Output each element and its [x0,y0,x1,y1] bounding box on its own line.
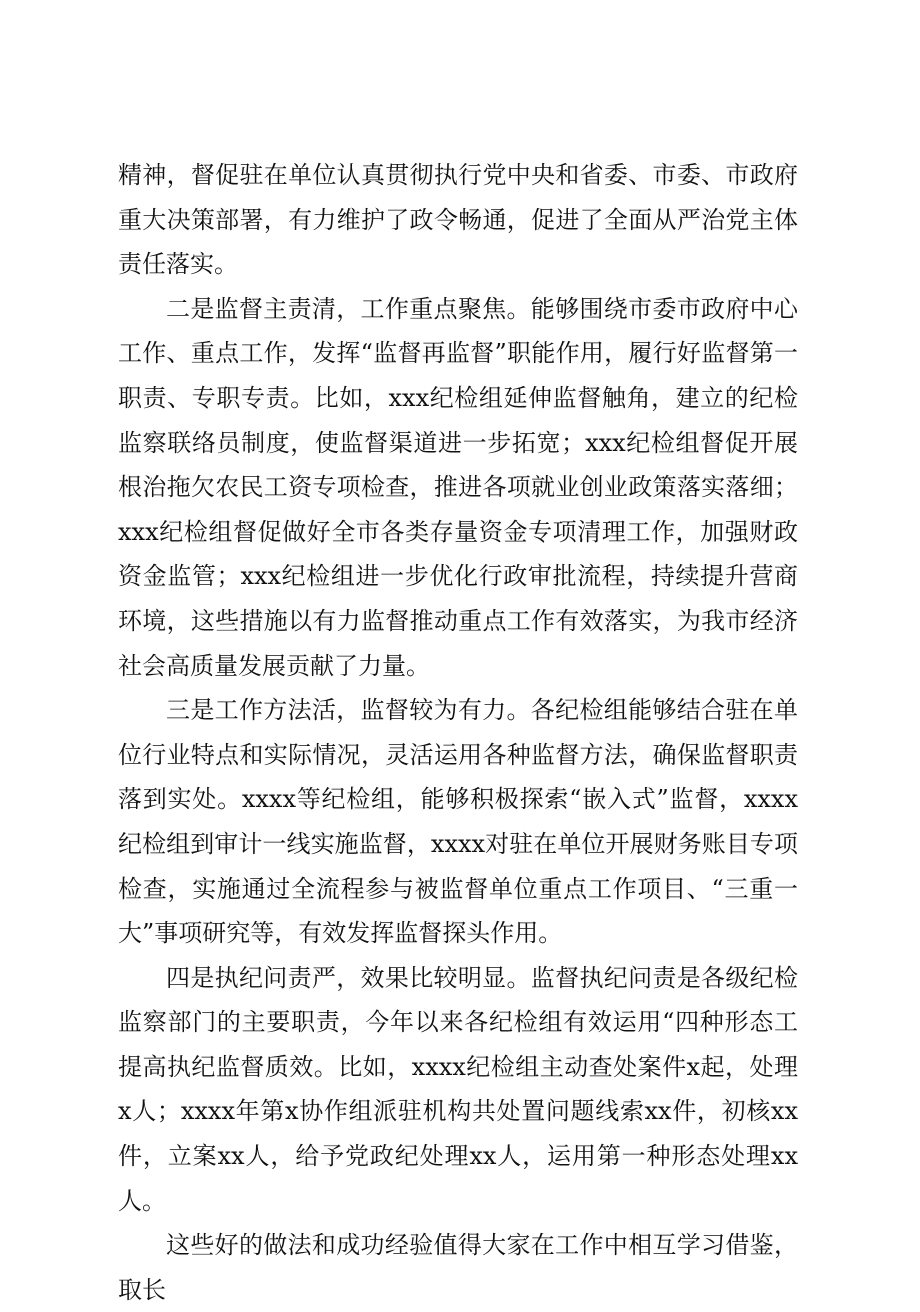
paragraph-continuation: 精神，督促驻在单位认真贯彻执行党中央和省委、市委、市政府重大决策部署，有力维护了政令畅通，促进了全面从严治党主体责任落实。 [118,161,798,279]
paragraph-conclusion: 这些好的做法和成功经验值得大家在工作中相互学习借鉴，取长 [118,1231,798,1304]
document-body [118,153,798,1312]
paragraph-point-three: 三是工作方法活，监督较为有力。各纪检组能够结合驻在单位行业特点和实际情况，灵活运用各种监督方法，确保监督职责落到实处。xxxx等纪检组，能够积极探索“嵌入式”监督，xxxx纪检组到审计一线实施监督，xxxx对驻在单位开展财务账目专项检查，实施通过全流程参与被监督单位重点工作项目、“三重一大”事项研究等，有效发挥监督探头作用。 [118,696,798,948]
paragraph-point-two: 二是监督主责清，工作重点聚焦。能够围绕市委市政府中心工作、重点工作，发挥“监督再监督”职能作用，履行好监督第一职责、专职专责。比如，xxx纪检组延伸监督触角，建立的纪检监察联络员制度，使监督渠道进一步拓宽；xxx纪检组督促开展根治拖欠农民工资专项检查，推进各项就业创业政策落实落细；xxx纪检组督促做好全市各类存量资金专项清理工作，加强财政资金监管；xxx纪检组进一步优化行政审批流程，持续提升营商环境，这些措施以有力监督推动重点工作有效落实，为我市经济社会高质量发展贡献了力量。 [118,294,798,680]
paragraph-point-four: 四是执纪问责严，效果比较明显。监督执纪问责是各级纪检监察部门的主要职责，今年以来各纪检组有效运用“四种形态工提高执纪监督质效。比如，xxxx纪检组主动查处案件x起，处理x人；xxxx年第x协作组派驻机构共处置问题线索xx件，初核xx件，立案xx人，给予党政纪处理xx人，运用第一种形态处理xx人。 [118,963,798,1215]
